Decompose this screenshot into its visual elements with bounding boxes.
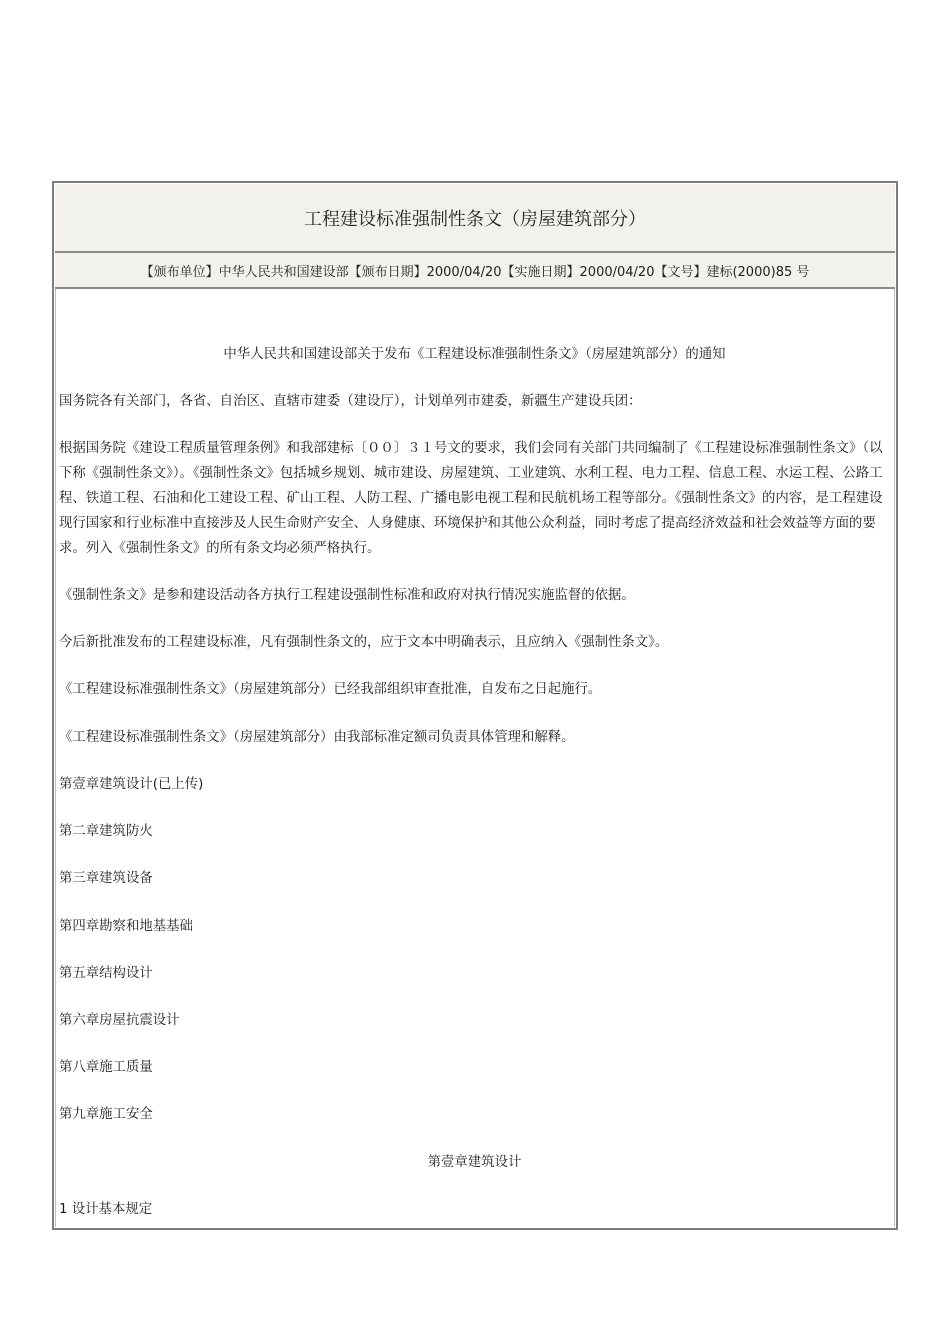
document-frame bbox=[52, 181, 898, 1230]
document-title: 工程建设标准强制性条文（房屋建筑部分） bbox=[55, 184, 895, 253]
chapter-link-1[interactable]: 第壹章建筑设计(已上传) bbox=[59, 777, 204, 792]
chapter-link-3[interactable]: 第三章建筑设备 bbox=[59, 871, 153, 886]
document-body bbox=[55, 289, 895, 1227]
paragraph-2: 《强制性条文》是参和建设活动各方执行工程建设强制性标准和政府对执行情况实施监督的依据。 bbox=[59, 588, 635, 603]
chapter-heading: 第壹章建筑设计 bbox=[427, 1155, 522, 1170]
chapter-link-6[interactable]: 第六章房屋抗震设计 bbox=[59, 1013, 180, 1028]
paragraph-4: 《工程建设标准强制性条文》（房屋建筑部分）已经我部组织审查批准，自发布之日起施行。 bbox=[59, 682, 602, 697]
section-heading: 1 设计基本规定 bbox=[59, 1202, 153, 1217]
publication-meta: 【颁布单位】中华人民共和国建设部【颁布日期】2000/04/20【实施日期】2000/04/20【文号】建标(2000)85 号 bbox=[55, 253, 895, 289]
chapter-link-9[interactable]: 第九章施工安全 bbox=[59, 1107, 153, 1122]
paragraph-1: 根据国务院《建设工程质量管理条例》和我部建标〔００〕３１号文的要求，我们会同有关部门共同编制了《工程建设标准强制性条文》（以下称《强制性条文》）。《强制性条文》包括城乡规划、城市建设、房屋建筑、工业建筑、水利工程、电力工程、信息工程、水运工程、公路工程、铁道工程、石油和化工建设工程、矿山工程、人防工程、广播电影电视工程和民航机场工程等部分。《强制性条文》的内容，是工程建设现行国家和行业标准中直接涉及人民生命财产安全、人身健康、环境保护和其他公众利益，同时考虑了提高经济效益和社会效益等方面的要求。列入《强制性条文》的所有条文均必须严格执行。 bbox=[59, 441, 883, 556]
notice-title: 中华人民共和国建设部关于发布《工程建设标准强制性条文》（房屋建筑部分）的通知 bbox=[223, 347, 726, 362]
paragraph-3: 今后新批准发布的工程建设标准，凡有强制性条文的，应于文本中明确表示，且应纳入《强制性条文》。 bbox=[59, 635, 669, 650]
chapter-link-8[interactable]: 第八章施工质量 bbox=[59, 1060, 153, 1075]
chapter-link-4[interactable]: 第四章勘察和地基基础 bbox=[59, 919, 193, 934]
addressees: 国务院各有关部门，各省、自治区、直辖市建委（建设厅），计划单列市建委，新疆生产建设兵团： bbox=[59, 394, 642, 409]
paragraph-5: 《工程建设标准强制性条文》（房屋建筑部分）由我部标准定额司负责具体管理和解释。 bbox=[59, 730, 575, 745]
chapter-link-5[interactable]: 第五章结构设计 bbox=[59, 966, 153, 981]
chapter-link-2[interactable]: 第二章建筑防火 bbox=[59, 824, 153, 839]
